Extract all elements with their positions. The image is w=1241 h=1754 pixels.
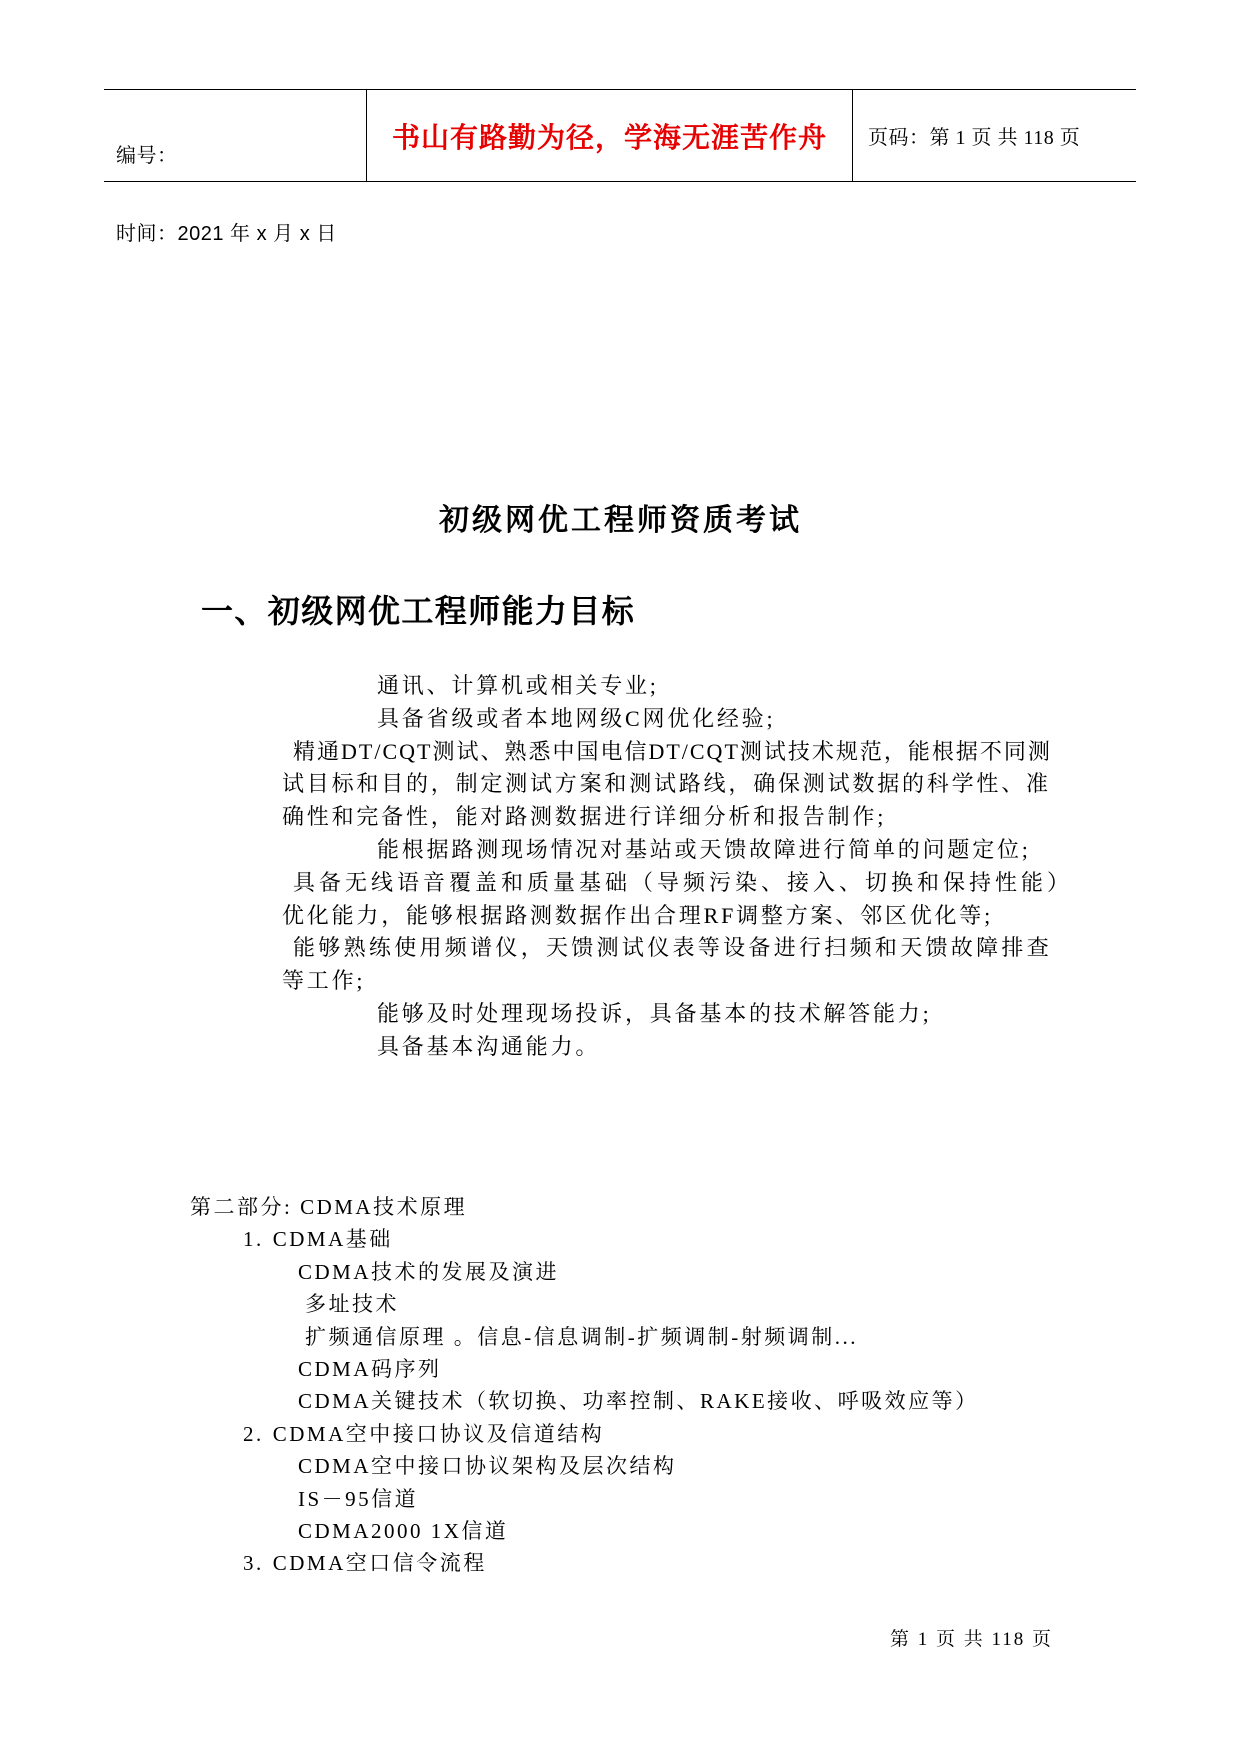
ability-line: 确性和完备性，能对路测数据进行详细分析和报告制作; [282, 804, 887, 830]
outline-topic: 扩频通信原理 。信息-信息调制-扩频调制-射频调制... [305, 1324, 858, 1349]
ability-line: 具备基本沟通能力。 [377, 1033, 601, 1059]
outline-section-title-line [0, 1223, 1241, 1255]
outline-heading: 第二部分: CDMA技术原理 [190, 1195, 468, 1219]
ability-line: 具备省级或者本地网级C网优化经验; [377, 705, 776, 731]
page-header-table [104, 89, 1136, 245]
outline-topic: CDMA码序列 [298, 1357, 442, 1382]
ability-paragraph [0, 932, 1241, 998]
ability-paragraph [0, 834, 1241, 867]
outline-section [0, 1223, 1241, 1417]
outline-topic: IS－95信道 [298, 1486, 419, 1511]
date-label: 时间：2021 年 x 月 x 日 [116, 223, 337, 245]
outline-section-title-line [0, 1547, 1241, 1579]
ability-paragraph [0, 670, 1241, 703]
outline-section [0, 1418, 1241, 1548]
ability-paragraph [0, 867, 1241, 933]
header-page-number: 页码：第 1 页 共 118 页 [868, 127, 1081, 149]
outline-section-title: CDMA空中接口协议及信道结构 [272, 1421, 605, 1446]
outline-section-title: CDMA基础 [272, 1227, 393, 1252]
outline-section-number: 1. [243, 1227, 264, 1252]
ability-line: 试目标和目的，制定测试方案和测试路线，确保测试数据的科学性、准 [282, 771, 1051, 797]
ability-line: 能够熟练使用频谱仪，天馈测试仪表等设备进行扫频和天馈故障排查 [293, 935, 1053, 961]
outline-topic: CDMA技术的发展及演进 [298, 1259, 560, 1284]
ability-paragraph [0, 1031, 1241, 1064]
page-footer-number: 第 1 页 共 118 页 [889, 1629, 1053, 1650]
outline-topic: CDMA空中接口协议架构及层次结构 [298, 1454, 677, 1479]
section-heading: 一、初级网优工程师能力目标 [201, 592, 636, 630]
outline-section-number: 3. [243, 1551, 264, 1576]
ability-line: 精通DT/CQT测试、熟悉中国电信DT/CQT测试技术规范，能根据不同测 [293, 738, 1052, 764]
ability-line: 具备无线语音覆盖和质量基础（导频污染、接入、切换和保持性能） [293, 869, 1074, 895]
header-info-cell [104, 90, 367, 245]
outline-section-number: 2. [243, 1421, 264, 1446]
motto: 书山有路勤为径，学海无涯苦作舟 [391, 120, 827, 154]
outline-section-title: CDMA空口信令流程 [272, 1551, 487, 1576]
document-title: 初级网优工程师资质考试 [439, 503, 802, 538]
ability-line: 等工作; [282, 968, 366, 994]
ability-line: 能根据路测现场情况对基站或天馈故障进行简单的问题定位; [377, 836, 1031, 862]
header-motto-cell [367, 90, 853, 181]
cdma-outline [0, 1191, 1241, 1580]
ability-line: 通讯、计算机或相关专业; [377, 673, 659, 698]
ability-paragraph [0, 736, 1241, 834]
ability-line: 优化能力，能够根据路测数据作出合理RF调整方案、邻区优化等; [282, 902, 994, 928]
ability-goals [0, 670, 1241, 1064]
outline-topic: 多址技术 [305, 1292, 399, 1317]
header-page-cell [853, 90, 1136, 181]
outline-topic: CDMA关键技术（软切换、功率控制、RAKE接收、呼吸效应等） [298, 1389, 979, 1414]
ability-line: 能够及时处理现场投诉，具备基本的技术解答能力; [377, 1000, 932, 1026]
serial-number-label: 编号： [116, 145, 178, 167]
outline-section [0, 1547, 1241, 1579]
ability-paragraph [0, 703, 1241, 736]
outline-section-title-line [0, 1418, 1241, 1450]
outline-topic: CDMA2000 1X信道 [298, 1519, 509, 1544]
ability-paragraph [0, 998, 1241, 1031]
